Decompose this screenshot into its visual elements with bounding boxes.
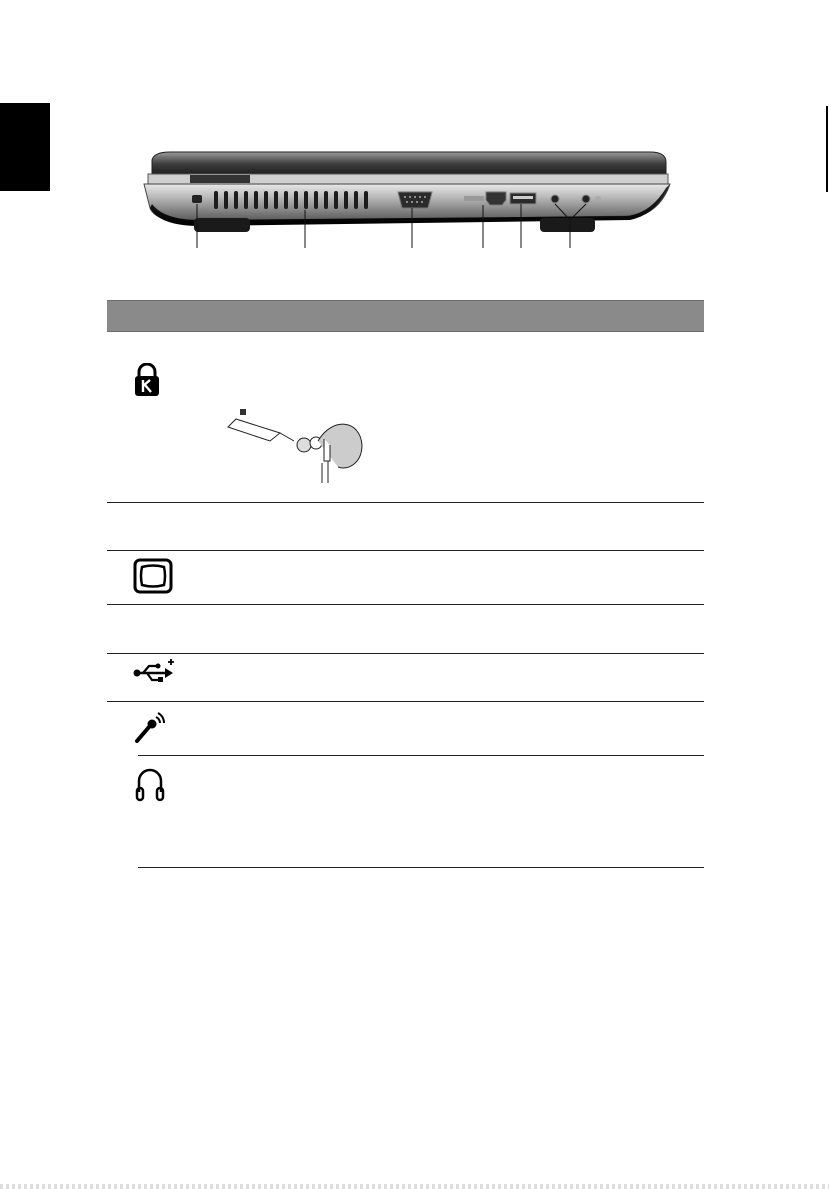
- table-row-usb: [107, 654, 704, 702]
- external-display-icon: [133, 558, 173, 599]
- headphones-icon: [133, 766, 167, 807]
- kensington-lock-illustration: [220, 405, 370, 490]
- laptop-lid: [152, 152, 666, 176]
- table-row-kensington: [107, 332, 704, 503]
- table-header: [107, 300, 704, 332]
- table-row-ventilation: [107, 503, 704, 551]
- usb-icon: [133, 657, 177, 690]
- section-tab: [0, 103, 50, 191]
- margin-rule: [826, 106, 828, 192]
- laptop-illustration: [130, 148, 690, 278]
- front-foot: [194, 218, 250, 232]
- kensington-slot-mark: [192, 195, 202, 203]
- usb-port: [510, 193, 536, 204]
- components-table: [107, 300, 704, 868]
- table-row-microphone: [138, 702, 704, 756]
- vga-port: [398, 192, 432, 208]
- table-row-external-display: [107, 551, 704, 605]
- microphone-icon: [133, 711, 167, 750]
- rear-foot: [540, 218, 595, 232]
- table-row-hdmi: [107, 605, 704, 654]
- laptop-side-view: [130, 148, 690, 278]
- kensington-lock-icon: [133, 363, 161, 402]
- table-row-headphones: [138, 756, 704, 868]
- page-bottom-edge: [0, 1184, 829, 1189]
